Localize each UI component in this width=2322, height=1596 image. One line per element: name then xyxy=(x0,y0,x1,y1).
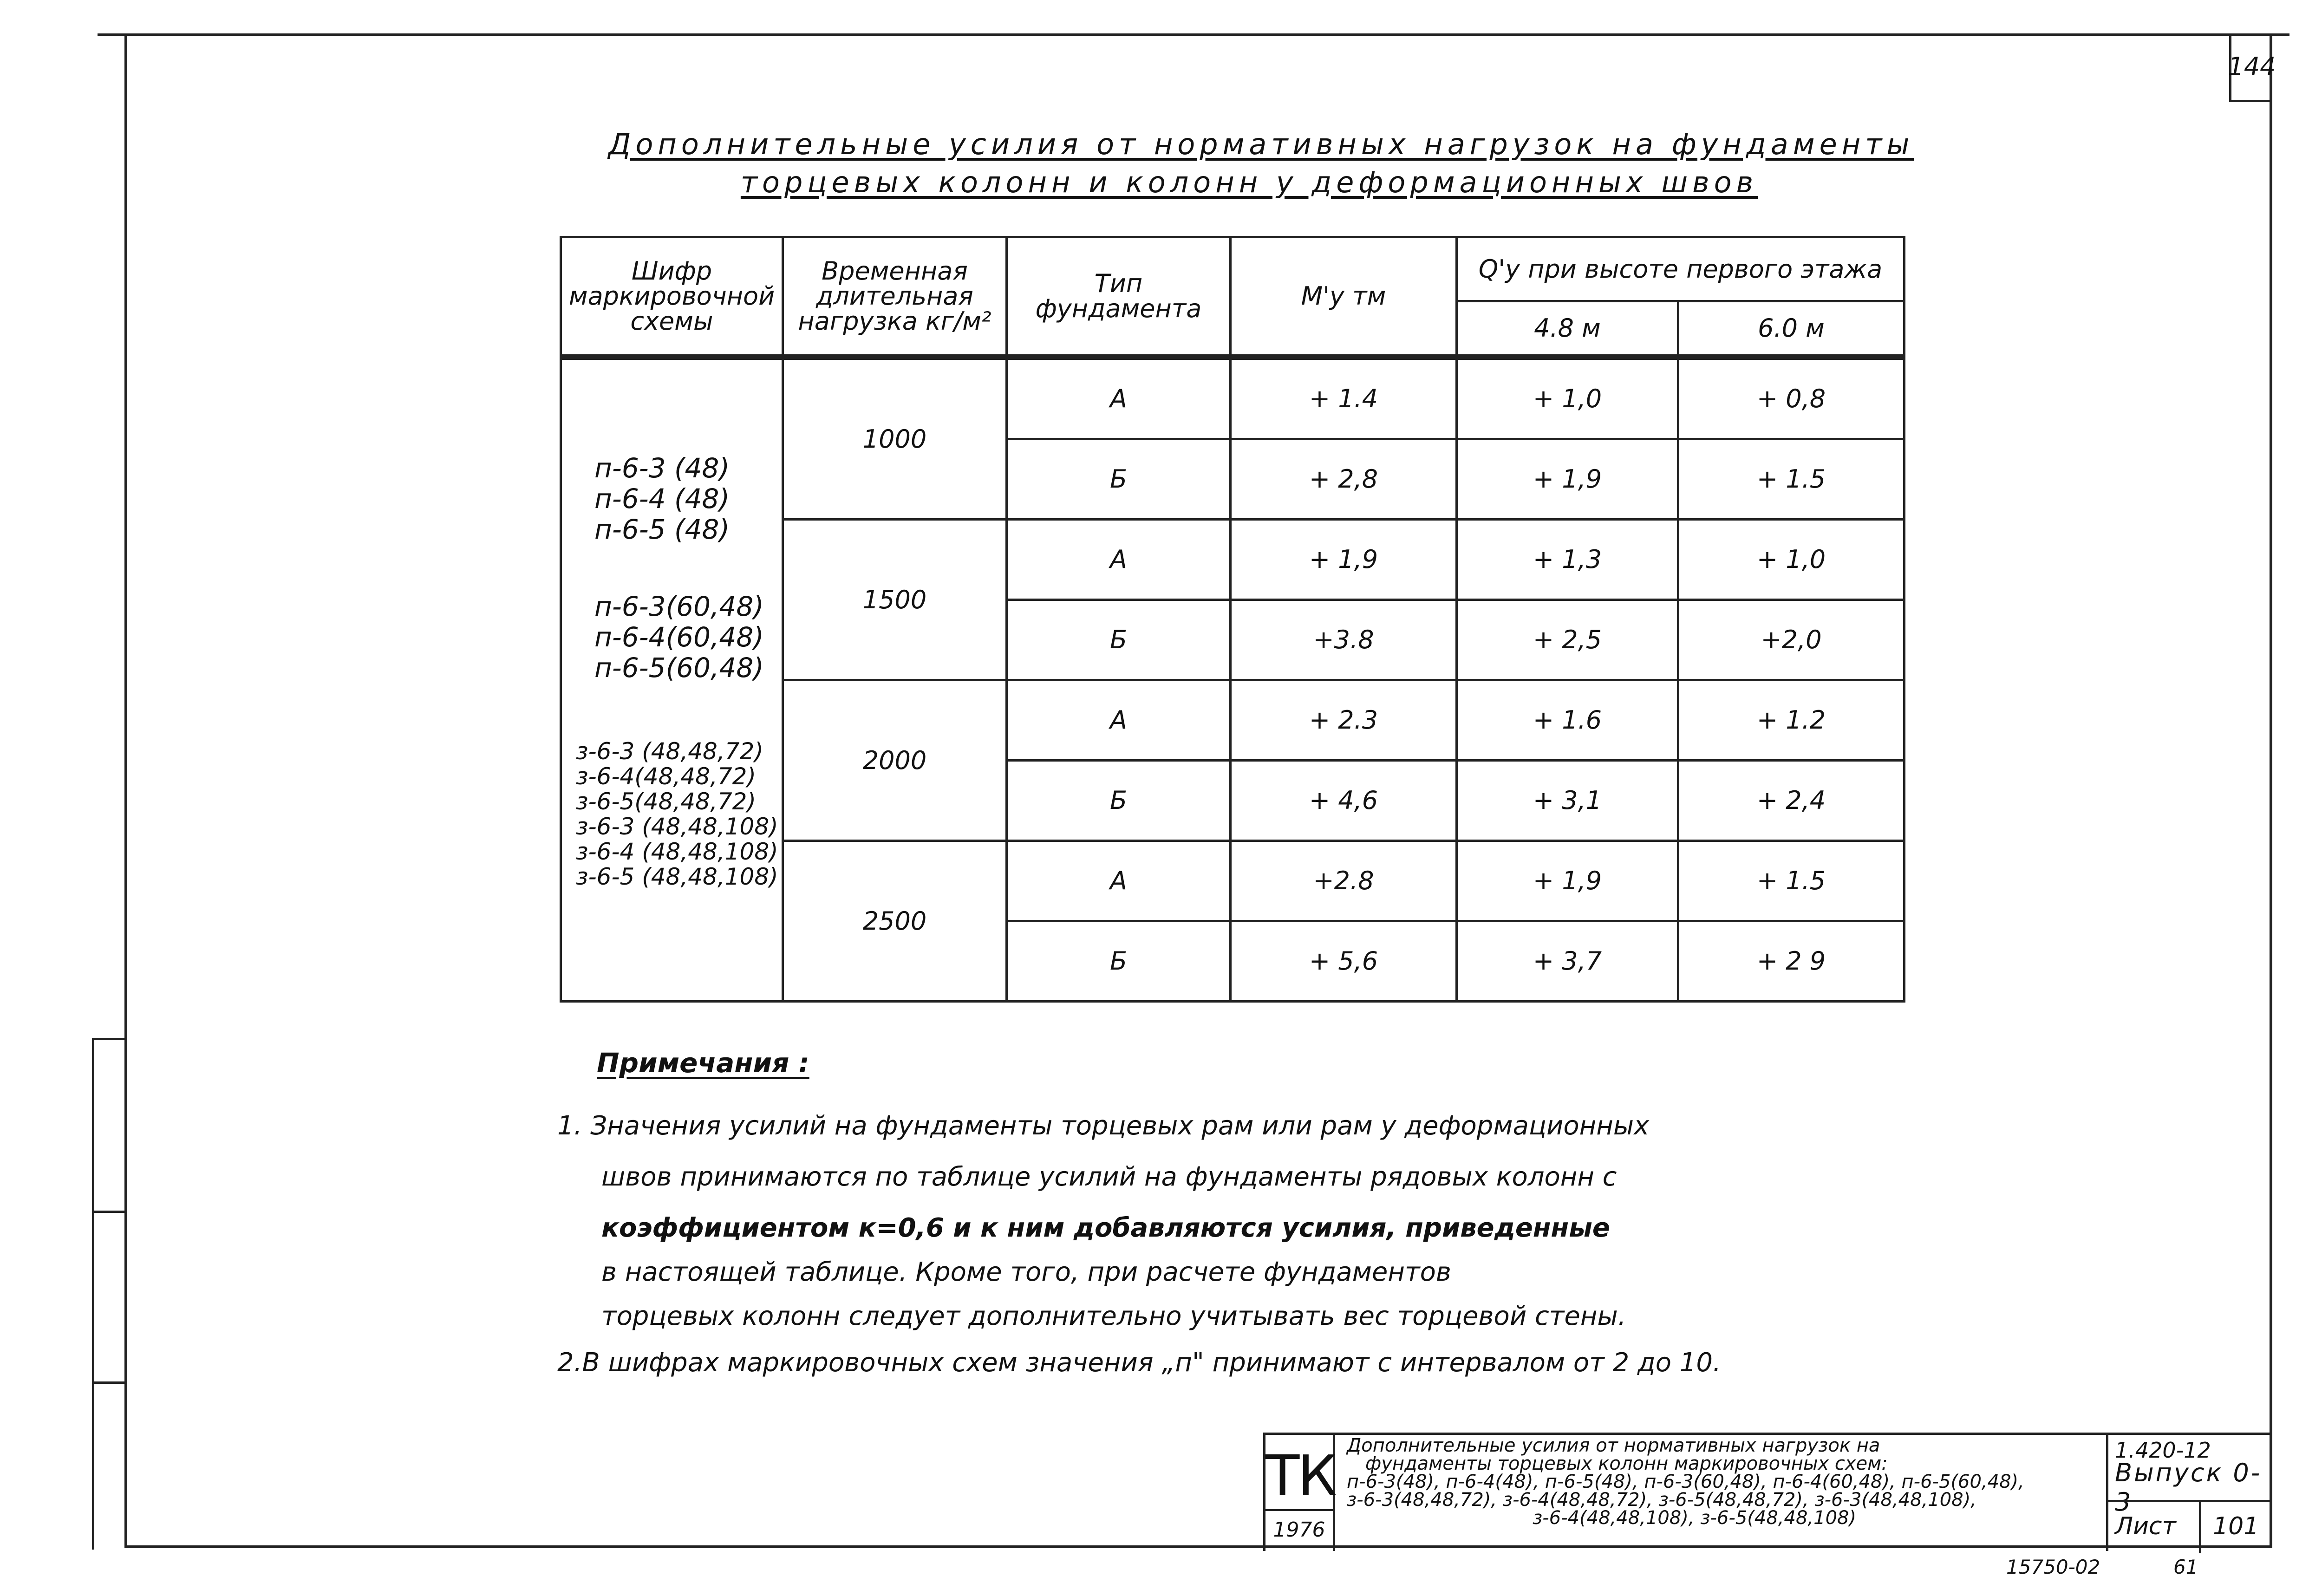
shear-48-cell: + 3,1 xyxy=(1457,760,1678,840)
moment-cell: +2.8 xyxy=(1231,840,1457,921)
stamp-year: 1976 xyxy=(1273,1518,1325,1542)
shear-60-cell: + 2 9 xyxy=(1678,921,1905,1001)
note-line: 1. Значения усилий на фундаменты торцевых рам или рам у деформационных xyxy=(557,1111,1650,1141)
foundation-type-cell: А xyxy=(1007,357,1231,439)
moment-cell: + 1,9 xyxy=(1231,519,1457,599)
stamp-description-line: з-6-4(48,48,108), з-6-5(48,48,108) xyxy=(1533,1507,1857,1529)
binding-strip xyxy=(92,1038,120,1550)
binding-strip-divider xyxy=(94,1381,127,1384)
scheme-code: з-6-3 (48,48,72) xyxy=(576,737,763,765)
shear-48-cell: + 3,7 xyxy=(1457,921,1678,1001)
foundation-type-cell: А xyxy=(1007,519,1231,599)
stamp-description xyxy=(1347,1437,2108,1527)
sheet-label: Лист xyxy=(2115,1512,2176,1540)
sheet-number: 101 xyxy=(2213,1512,2259,1540)
logo-text: ТК xyxy=(1265,1444,1336,1509)
load-value: 2000 xyxy=(783,680,1007,840)
scheme-code: з-6-3 (48,48,108) xyxy=(576,813,778,840)
load-value: 2500 xyxy=(783,840,1007,1001)
foundation-type-cell: Б xyxy=(1007,599,1231,680)
scheme-code: п-6-4(60,48) xyxy=(594,621,764,653)
stamp-description-line: з-6-3(48,48,72), з-6-4(48,48,72), з-6-5(48,48,72), з-6-3(48,48,108), xyxy=(1347,1489,1976,1511)
moment-cell: + 5,6 xyxy=(1231,921,1457,1001)
shear-60-cell: + 1,0 xyxy=(1678,519,1905,599)
foundation-type-cell: А xyxy=(1007,840,1231,921)
page-number: 144 xyxy=(2229,33,2272,102)
moment-cell: + 2,8 xyxy=(1231,439,1457,519)
scheme-code: п-6-3 (48) xyxy=(594,452,730,484)
load-value: 1500 xyxy=(783,519,1007,680)
stamp-description-line: Дополнительные усилия от нормативных нагрузок на xyxy=(1347,1435,1880,1456)
scheme-code: з-6-4 (48,48,108) xyxy=(576,838,778,865)
notes-heading: Примечания : xyxy=(597,1047,809,1079)
stamp-description-line: п-6-3(48), п-6-4(48), п-6-5(48), п-6-3(60,48), п-6-4(60,48), п-6-5(60,48), xyxy=(1347,1471,2024,1492)
notes xyxy=(557,1101,1765,1384)
header-temp-load: Временная длительная нагрузка кг/м² xyxy=(783,237,1007,357)
moment-cell: + 4,6 xyxy=(1231,760,1457,840)
scheme-code: з-6-5 (48,48,108) xyxy=(576,863,778,890)
moment-cell: + 1.4 xyxy=(1231,357,1457,439)
shear-48-cell: + 1,3 xyxy=(1457,519,1678,599)
note-line: швов принимаются по таблице усилий на фундаменты рядовых колонн с xyxy=(601,1162,1617,1192)
shear-60-cell: + 1.5 xyxy=(1678,840,1905,921)
foundation-type-cell: Б xyxy=(1007,760,1231,840)
foundation-type-cell: Б xyxy=(1007,439,1231,519)
header-foundation-type: Тип фундамента xyxy=(1007,237,1231,357)
scheme-code: з-6-5(48,48,72) xyxy=(576,788,756,815)
note-line: коэффициентом к=0,6 и к ним добавляются усилия, приведенные xyxy=(601,1213,1610,1243)
stamp-designation xyxy=(2106,1435,2272,1551)
stamp-description-line: фундаменты торцевых колонн маркировочных схем: xyxy=(1365,1453,1888,1474)
header-moment: M'y тм xyxy=(1231,237,1457,357)
document-code: 1.420-12 xyxy=(2115,1438,2211,1463)
shear-60-cell: + 1.5 xyxy=(1678,439,1905,519)
sheet-divider xyxy=(2199,1502,2201,1553)
scheme-code: з-6-4(48,48,72) xyxy=(576,762,756,790)
title-block xyxy=(1263,1433,2272,1551)
header-shear-group: Q'y при высоте первого этажа xyxy=(1457,237,1905,301)
shear-48-cell: + 1,9 xyxy=(1457,840,1678,921)
moment-cell: + 2.3 xyxy=(1231,680,1457,760)
binding-strip-divider xyxy=(94,1038,127,1040)
note-line: в настоящей таблице. Кроме того, при расчете фундаментов xyxy=(601,1257,1451,1287)
forces-table xyxy=(560,236,1905,1003)
header-height-48: 4.8 м xyxy=(1457,301,1678,357)
document-title xyxy=(608,126,1914,201)
shear-60-cell: + 2,4 xyxy=(1678,760,1905,840)
footer-number: 61 xyxy=(2173,1556,2198,1578)
note-line: торцевых колонн следует дополнительно учитывать вес торцевой стены. xyxy=(601,1301,1626,1331)
header-height-60: 6.0 м xyxy=(1678,301,1905,357)
shear-60-cell: + 1.2 xyxy=(1678,680,1905,760)
organization-logo xyxy=(1265,1435,1335,1551)
shear-60-cell: +2,0 xyxy=(1678,599,1905,680)
scheme-code: п-6-5 (48) xyxy=(594,513,730,545)
title-line-2: торцевых колонн и колонн у деформационных швов xyxy=(740,165,1758,199)
shear-48-cell: + 2,5 xyxy=(1457,599,1678,680)
table-row xyxy=(561,357,1905,439)
shear-48-cell: + 1,0 xyxy=(1457,357,1678,439)
scheme-code: п-6-4 (48) xyxy=(594,482,730,515)
shear-48-cell: + 1.6 xyxy=(1457,680,1678,760)
shear-60-cell: + 0,8 xyxy=(1678,357,1905,439)
scheme-code: п-6-3(60,48) xyxy=(594,590,764,622)
schemes-cell xyxy=(561,357,783,1002)
footer-code: 15750-02 xyxy=(2006,1556,2100,1578)
foundation-type-cell: Б xyxy=(1007,921,1231,1001)
note-line: 2.В шифрах маркировочных схем значения „п" принимают с интервалом от 2 до 10. xyxy=(557,1348,1721,1378)
sheet-row xyxy=(2108,1500,2272,1553)
scheme-code: п-6-5(60,48) xyxy=(594,651,764,684)
shear-48-cell: + 1,9 xyxy=(1457,439,1678,519)
title-line-1: Дополнительные усилия от нормативных нагрузок на фундаменты xyxy=(608,127,1914,161)
moment-cell: +3.8 xyxy=(1231,599,1457,680)
header-scheme-code: Шифр маркировочной схемы xyxy=(561,237,783,357)
binding-strip-divider xyxy=(94,1211,127,1213)
foundation-type-cell: А xyxy=(1007,680,1231,760)
issue-label: Выпуск 0-3 xyxy=(2115,1458,2262,1517)
logo-divider xyxy=(1265,1509,1333,1511)
load-value: 1000 xyxy=(783,357,1007,520)
